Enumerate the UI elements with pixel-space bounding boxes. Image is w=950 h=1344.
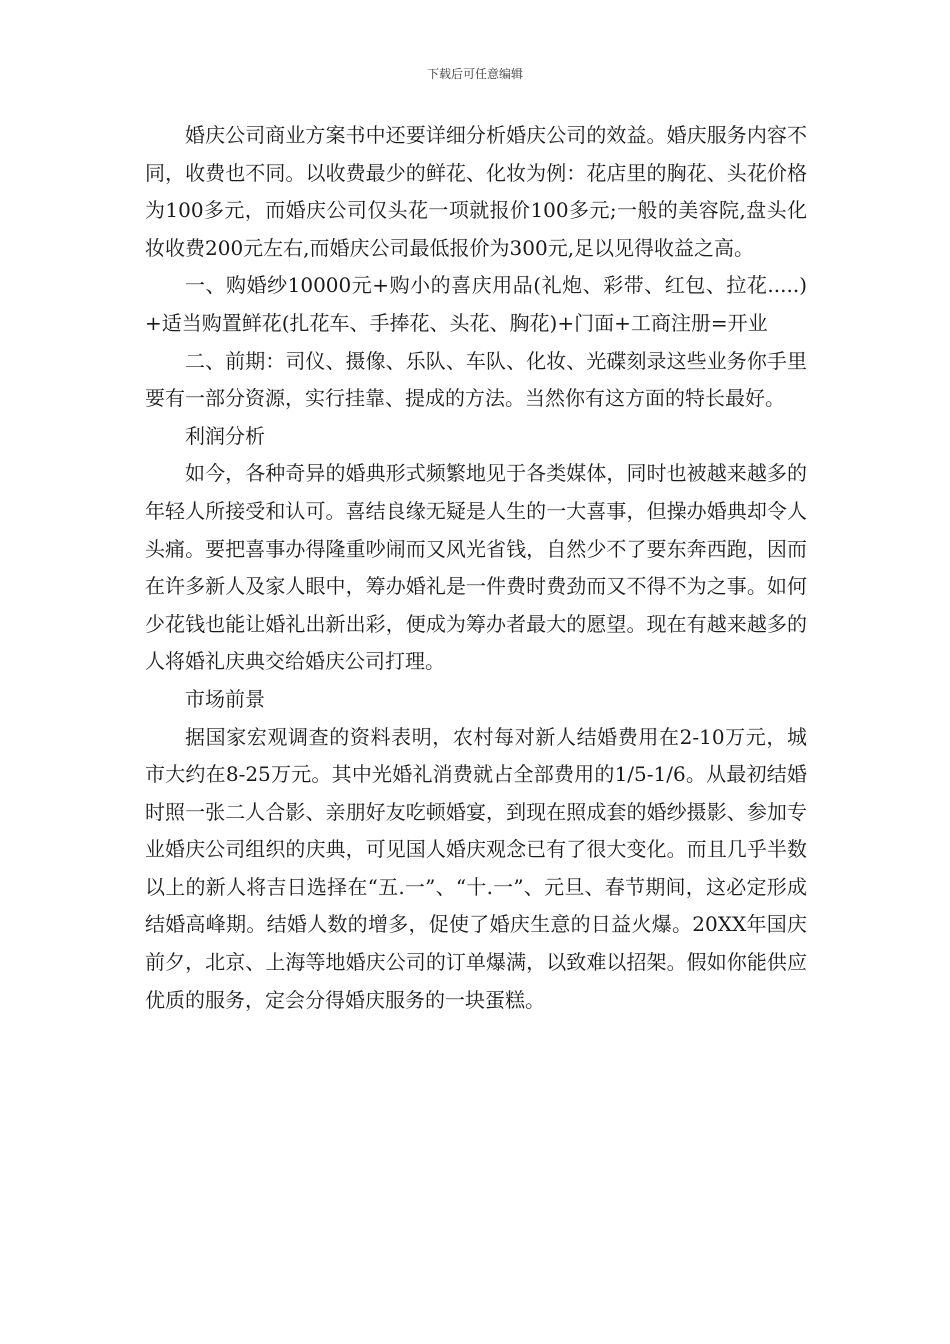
paragraph-profit-analysis: 如今，各种奇异的婚典形式频繁地见于各类媒体，同时也被越来越多的年轻人所接受和认可。喜结良缘无疑是人生的一大喜事，但操办婚典却令人头痛。要把喜事办得隆重吵闹而又风光省钱，自然少不了要东奔西跑，因而在许多新人及家人眼中，筹办婚礼是一件费时费劲而又不得不为之事。如何少花钱也能让婚礼出新出彩，便成为筹办者最大的愿望。现在有越来越多的人将婚礼庆典交给婚庆公司打理。 [145, 461, 807, 674]
document-body [145, 117, 807, 1019]
paragraph-early-stage: 二、前期：司仪、摄像、乐队、车队、化妆、光碟刻录这些业务你手里要有一部分资源，实行挂靠、提成的方法。当然你有这方面的特长最好。 [145, 348, 807, 411]
section-heading-market-outlook: 市场前景 [185, 686, 265, 711]
paragraph-startup-list: 一、购婚纱10000元+购小的喜庆用品(礼炮、彩带、红包、拉花.....)+适当购置鲜花(扎花车、手捧花、头花、胸花)+门面+工商注册=开业 [145, 273, 807, 335]
paragraph-benefit-analysis: 婚庆公司商业方案书中还要详细分析婚庆公司的效益。婚庆服务内容不同，收费也不同。以收费最少的鲜花、化妆为例：花店里的胸花、头花价格为100多元，而婚庆公司仅头花一项就报价100多元;一般的美容院,盘头化妆收费200元左右,而婚庆公司最低报价为300元,足以见得收益之高。 [145, 123, 807, 260]
paragraph-market-outlook: 据国家宏观调查的资料表明，农村每对新人结婚费用在2-10万元，城市大约在8-25万元。其中光婚礼消费就占全部费用的1/5-1/6。从最初结婚时照一张二人合影、亲朋好友吃顿婚宴，到现在照成套的婚纱摄影、参加专业婚庆公司组织的庆典，可见国人婚庆观念已有了很大变化。而且几乎半数以上的新人将吉日选择在“五.一”、“十.一”、元旦、春节期间，这必定形成结婚高峰期。结婚人数的增多，促使了婚庆生意的日益火爆。20XX年国庆前夕，北京、上海等地婚庆公司的订单爆满，以致难以招架。假如你能供应优质的服务，定会分得婚庆服务的一块蛋糕。 [145, 724, 807, 1012]
page-header: 下载后可任意编辑 [426, 67, 523, 81]
section-heading-profit-analysis: 利润分析 [185, 423, 265, 448]
